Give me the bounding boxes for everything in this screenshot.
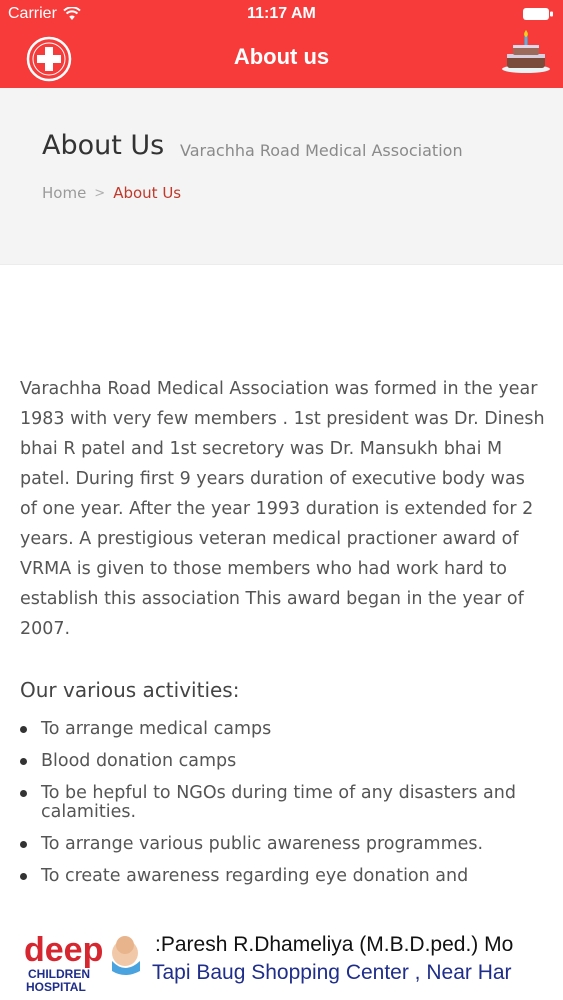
banner-address-text: Tapi Baug Shopping Center , Near Har xyxy=(152,961,512,984)
activities-heading: Our various activities: xyxy=(20,678,240,702)
bullet-icon xyxy=(20,841,27,848)
logo-subtitle-line2: HOSPITAL xyxy=(26,980,86,993)
logo-wordmark: deep xyxy=(24,931,104,969)
about-intro-text: Varachha Road Medical Association was formed in the year 1983 with very few members . 1st president was Dr. Dinesh bhai R patel and 1st secretory was Dr. Mansukh bhai M patel. During first 9 years duration of executive body was of one year. After the year 1993 duration is extended for 2 years. A prestigious veteran medical practioner award of VRMA is given to those members who had work hard to establish this association This award began in the year of 2007. xyxy=(20,379,545,639)
nav-title: About us xyxy=(233,44,330,69)
list-item-text: Blood donation camps xyxy=(41,751,237,771)
breadcrumb-current: About Us xyxy=(113,184,182,202)
list-item-text: To arrange medical camps xyxy=(41,719,272,739)
deep-children-hospital-logo xyxy=(22,931,147,993)
activities-list xyxy=(20,720,545,886)
page-title: About Us xyxy=(42,130,165,161)
carrier-label: Carrier xyxy=(8,5,57,22)
list-item xyxy=(20,752,545,771)
page-header xyxy=(0,88,563,265)
page-subtitle: Varachha Road Medical Association xyxy=(180,141,463,160)
list-item-text: To arrange various public awareness programmes. xyxy=(41,834,484,854)
bullet-icon xyxy=(20,758,27,765)
birthday-cake-icon[interactable] xyxy=(501,30,551,74)
ad-banner[interactable] xyxy=(0,925,563,1000)
list-item xyxy=(20,784,545,822)
status-time: 11:17 AM xyxy=(247,5,316,22)
bullet-icon xyxy=(20,790,27,797)
breadcrumb xyxy=(42,184,181,202)
list-item-text: To be hepful to NGOs during time of any disasters and calamities. xyxy=(41,783,516,822)
logo-subtitle-line1: CHILDREN xyxy=(28,967,90,981)
breadcrumb-separator-icon: > xyxy=(94,185,106,201)
navigation-bar xyxy=(0,30,563,88)
about-content xyxy=(20,374,545,899)
list-item-text: To create awareness regarding eye donation and xyxy=(41,866,469,886)
status-bar xyxy=(0,0,563,30)
list-item xyxy=(20,835,545,854)
breadcrumb-home-link[interactable]: Home xyxy=(42,184,87,202)
list-item xyxy=(20,720,545,739)
list-item xyxy=(20,867,545,886)
bullet-icon xyxy=(20,726,27,733)
app-header xyxy=(0,0,563,88)
battery-icon xyxy=(523,8,553,20)
bullet-icon xyxy=(20,873,27,880)
banner-doctor-text: :Paresh R.Dhameliya (M.B.D.ped.) Mo xyxy=(155,933,514,956)
